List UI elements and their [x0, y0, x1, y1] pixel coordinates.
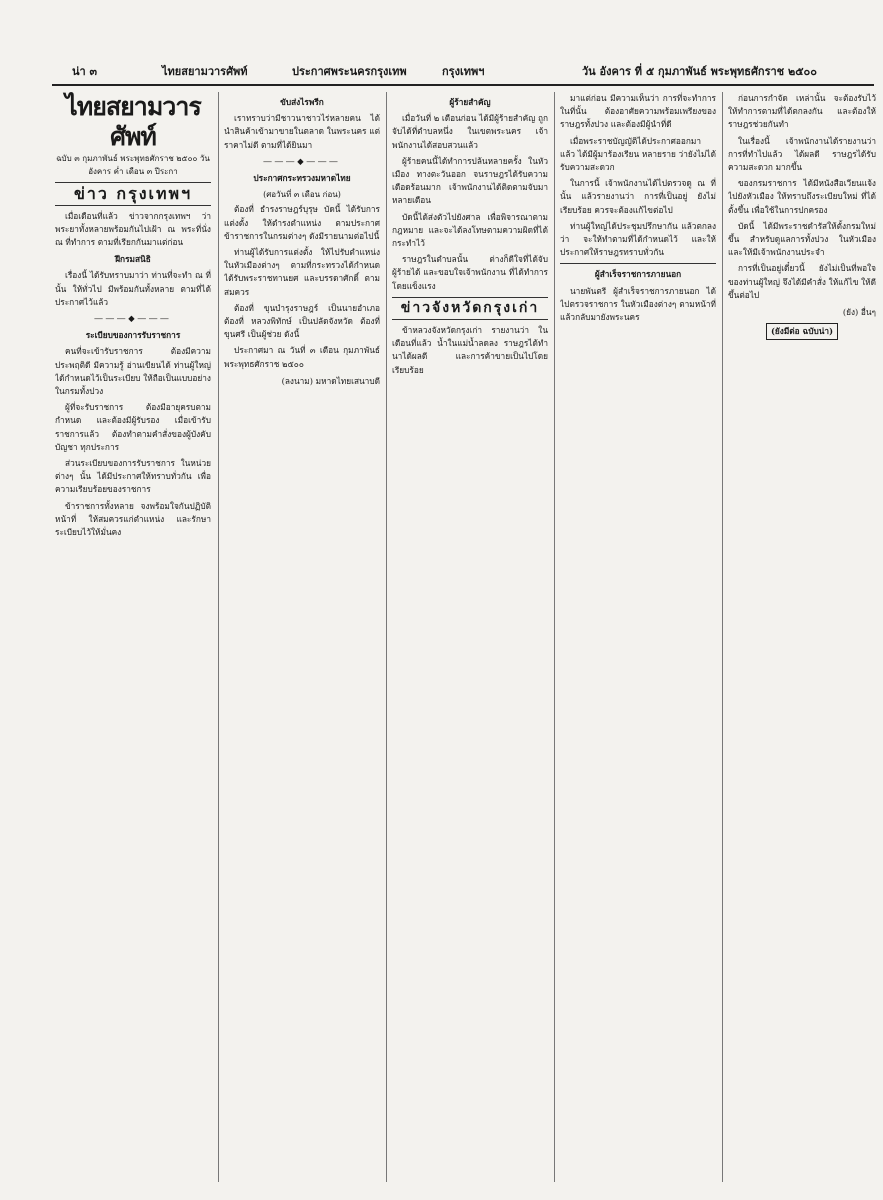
header-rule	[52, 84, 874, 86]
article-heading: ระเบียบของการรับราชการ	[85, 330, 181, 341]
column-5	[728, 92, 876, 1182]
paragraph: มาแต่ก่อน มีความเห็นว่า การที่จะทำการในที่นั้น ต้องอาศัยความพร้อมเพรียงของราษฎรทั้งปวง และต้องมีผู้นำที่ดี	[560, 93, 716, 130]
issue-date: วัน อังคาร ที่ ๕ กุมภาพันธ์ พระพุทธศักราช ๒๕๐๐	[582, 65, 817, 78]
paragraph: ราษฎรในตำบลนั้น ต่างก็ดีใจที่ได้จับผู้ร้ายได้ และขอบใจเจ้าพนักงาน ที่ได้ทำการโดยแข็งแรง	[392, 254, 548, 291]
paragraph: บัดนี้ ได้มีพระราชดำรัสให้ตั้งกรมใหม่ขึ้น สำหรับดูแลการทั้งปวง ในหัวเมือง และให้มีเจ้าพนักงานประจำ	[728, 220, 876, 258]
paragraph: ข้าราชการทั้งหลาย จงพร้อมใจกันปฏิบัติหน้าที่ ให้สมควรแก่ตำแหน่ง และรักษาระเบียบไว้ให้มั่นคง	[55, 500, 211, 538]
article-subheading: (ศอวันที่ ๓ เดือน ก่อน)	[263, 190, 341, 200]
paragraph: ข้าหลวงจังหวัดกรุงเก่า รายงานว่า ในเดือนที่แล้ว น้ำในแม่น้ำลดลง ราษฎรได้ทำนาได้ผลดี และการค้าขายเป็นไปโดยเรียบร้อย	[392, 325, 548, 375]
paragraph: การที่เป็นอยู่เดี๋ยวนี้ ยังไม่เป็นที่พอใจ ของท่านผู้ใหญ่ จึงได้มีคำสั่ง ให้แก้ไข ให้ดีขึ้นต่อไป	[728, 263, 876, 300]
paragraph: ท่านผู้ใหญ่ได้ประชุมปรึกษากัน แล้วตกลงว่า จะให้ทำตามที่ได้กำหนดไว้ และให้ประกาศให้ราษฎรทราบทั่วกัน	[560, 220, 716, 258]
signature: (ลงนาม) มหาดไทยเสนาบดี	[281, 375, 380, 386]
city: กรุงเทพฯ	[442, 65, 485, 78]
paragraph: เมื่อเดือนที่แล้ว ข่าวจากกรุงเทพฯ ว่า พระยาทั้งหลายพร้อมกันไปเฝ้า ณ พระที่นั่ง ณ ที่ทำการ ตามที่เรียกกันมาแต่ก่อน	[55, 210, 211, 248]
paragraph: ในเรื่องนี้ เจ้าพนักงานได้รายงานว่า การที่ทำไปแล้ว ได้ผลดี ราษฎรได้รับความสะดวก มากขึ้น	[728, 135, 876, 173]
paragraph: ท่านผู้ได้รับการแต่งตั้ง ให้ไปรับตำแหน่ง ในหัวเมืองต่างๆ ตามที่กระทรวงได้กำหนด ได้รับพระราชทานยศ และบรรดาศักดิ์ ตามสมควร	[224, 247, 380, 297]
paragraph: เราทราบว่ามีชาวนาชาวไร่หลายคน ได้นำสินค้าเข้ามาขายในตลาด ในพระนคร แต่ราคาไม่ดี ตามที่ได้ยินมา	[224, 113, 380, 150]
paragraph: เรื่องนี้ ได้รับทราบมาว่า ท่านที่จะทำ ณ ที่นั้น ให้ทั่วไป มีพร้อมกันทั้งหลาย ตามที่ได้ประกาศไว้แล้ว	[55, 270, 211, 307]
paragraph: ส่วนระเบียบของการรับราชการ ในหน่วยต่างๆ นั้น ได้มีประกาศให้ทราบทั่วกัน เพื่อความเรียบร้อยของราชการ	[55, 458, 211, 495]
paragraph: นายพันตรี ผู้สำเร็จราชการภายนอก ได้ไปตรวจราชการ ในหัวเมืองต่างๆ ตามหน้าที่ แล้วกลับมายังพระนคร	[560, 285, 716, 323]
paragraph: เมื่อพระราชบัญญัติได้ประกาศออกมาแล้ว ได้มีผู้มาร้องเรียน หลายราย ว่ายังไม่ได้รับความสะดวก	[560, 135, 716, 173]
page-header	[52, 62, 872, 80]
issue-info: ฉบับ ๓ กุมภาพันธ์ พระพุทธศักราช ๒๕๐๐ วัน อังคาร ค่ำ เดือน ๓ ปีระกา	[56, 154, 210, 177]
column-2: ขับส่งไรพรีก เราทราบว่ามีชาวนาชาวไร่หลายคน ได้นำสินค้าเข้ามาขายในตลาด ในพระนคร แต่ราคาไม่ดี ตามที่ได้ยินมา ―――◆――― ประกาศกระทรวงมหาดไทย (ศอวันที่ ๓ เดือน ก่อน) ต้องที่ ธำรงราษฎร์บุรุษ บัดนี้ ได้รับการแต่งตั้ง ให้ดำรงตำแหน่ง ตามประกาศ ข้าราชการในกรมต่างๆ ดังมีรายนามต่อไปนี้ ท่านผู้ได้รับการแต่งตั้ง ให้ไปรับตำแหน่ง ในหัวเมืองต่างๆ ตามที่กระทรวงได้กำหนด ได้รับพระราชทานยศ และบรรดาศักดิ์ ตามสมควร ต้องที่ ขุนบำรุงราษฎร์ เป็นนายอำเภอ ต้องที่ หลวงพิทักษ์ เป็นปลัดจังหวัด ต้องที่ ขุนศรี เป็นผู้ช่วย ดังนี้ ประกาศมา ณ วันที่ ๓ เดือน กุมภาพันธ์ พระพุทธศักราช ๒๕๐๐ (ลงนาม) มหาดไทยเสนาบดี	[224, 92, 380, 1182]
column-4	[560, 92, 716, 1182]
column-divider	[218, 92, 219, 1182]
column-divider	[554, 92, 555, 1182]
paragraph: ก่อนการกำจัด เหล่านั้น จะต้องรับไว้ ให้ทำการตามที่ได้ตกลงกัน และต้องให้ราษฎรช่วยกันทำ	[728, 93, 876, 130]
paragraph: คนที่จะเข้ารับราชการ ต้องมีความประพฤติดี มีความรู้ อ่านเขียนได้ ท่านผู้ใหญ่ได้กำหนดไว้เป็นระเบียบ ให้ถือเป็นแบบอย่าง ในกรมทั้งปวง	[55, 346, 211, 397]
column-divider	[386, 92, 387, 1182]
paragraph: ประกาศมา ณ วันที่ ๓ เดือน กุมภาพันธ์ พระพุทธศักราช ๒๕๐๐	[224, 345, 380, 369]
column-divider	[722, 92, 723, 1182]
article-heading: ประกาศกระทรวงมหาดไทย	[253, 173, 351, 184]
article-heading: ฝีกรมสนิธิ	[115, 254, 151, 265]
publisher: ประกาศพระนครกรุงเทพ	[292, 65, 407, 78]
news-section-title: ข่าว กรุงเทพฯ	[73, 184, 193, 204]
article-heading: ผู้สำเร็จราชการภายนอก	[594, 269, 682, 280]
paragraph: ต้องที่ ขุนบำรุงราษฎร์ เป็นนายอำเภอ ต้องที่ หลวงพิทักษ์ เป็นปลัดจังหวัด ต้องที่ ขุนศรี เป็นผู้ช่วย ดังนี้	[224, 302, 380, 340]
paragraph: ผู้ที่จะรับราชการ ต้องมีอายุครบตามกำหนด และต้องมีผู้รับรอง เมื่อเข้ารับราชการแล้ว ต้องทำตามคำสั่งของผู้บังคับบัญชา ทุกประการ	[55, 402, 211, 452]
paragraph: ในการนี้ เจ้าพนักงานได้ไปตรวจดู ณ ที่นั้น แล้วรายงานว่า การที่เป็นอยู่ ยังไม่เรียบร้อย ควรจะต้องแก้ไขต่อไป	[560, 178, 716, 215]
paragraph: เมื่อวันที่ ๒ เดือนก่อน ได้มีผู้ร้ายสำคัญ ถูกจับได้ที่ตำบลหนึ่ง ในเขตพระนคร เจ้าพนักงานได้สอบสวนแล้ว	[392, 113, 548, 150]
article-heading: ผู้ร้ายสำคัญ	[449, 97, 491, 107]
paragraph: ของกรมราชการ ได้มีหนังสือเวียนแจ้งไปยังหัวเมือง ให้ทราบถึงระเบียบใหม่ ที่ได้ตั้งขึ้น เพื่อใช้ในการปกครอง	[728, 178, 876, 215]
continued-note: (ยังมีต่อ ฉบับน่า)	[766, 323, 838, 340]
paper-name: ไทยสยามวารศัพท์	[162, 65, 248, 78]
page-number: น่า ๓	[72, 65, 98, 78]
paragraph: บัดนี้ได้ส่งตัวไปยังศาล เพื่อพิจารณาตามกฎหมาย และจะได้ลงโทษตามความผิดที่ได้กระทำไว้	[392, 211, 548, 249]
paragraph: ผู้ร้ายคนนี้ได้ทำการปล้นหลายครั้ง ในหัวเมือง ทางตะวันออก จนราษฎรได้รับความเดือดร้อนมาก เจ้าพนักงานได้ติดตามจับมาหลายเดือน	[392, 155, 548, 206]
masthead: ไทยสยามวารศัพท์	[65, 92, 201, 151]
news-section-title: ข่าวจังหวัดกรุงเก่า	[400, 299, 540, 316]
column-3	[392, 92, 548, 1182]
column-1: ไทยสยามวารศัพท์ ฉบับ ๓ กุมภาพันธ์ พระพุทธศักราช ๒๕๐๐ วัน อังคาร ค่ำ เดือน ๓ ปีระกา ข่าว กรุงเทพฯ เมื่อเดือนที่แล้ว ข่าวจากกรุงเทพฯ ว่า พระยาทั้งหลายพร้อมกันไปเฝ้า ณ พระที่นั่ง ณ ที่ทำการ ตามที่เรียกกันมาแต่ก่อน ฝีกรมสนิธิ เรื่องนี้ ได้รับทราบมาว่า ท่านที่จะทำ ณ ที่นั้น ให้ทั่วไป มีพร้อมกันทั้งหลาย ตามที่ได้ประกาศไว้แล้ว ―――◆――― ระเบียบของการรับราชการ คนที่จะเข้ารับราชการ ต้องมีความประพฤติดี มีความรู้ อ่านเขียนได้ ท่านผู้ใหญ่ได้กำหนดไว้เป็นระเบียบ ให้ถือเป็นแบบอย่าง ในกรมทั้งปวง ผู้ที่จะรับราชการ ต้องมีอายุครบตามกำหนด และต้องมีผู้รับรอง เมื่อเข้ารับราชการแล้ว ต้องทำตามคำสั่งของผู้บังคับบัญชา ทุกประการ ส่วนระเบียบของการรับราชการ ในหน่วยต่างๆ นั้น ได้มีประกาศให้ทราบทั่วกัน เพื่อความเรียบร้อยของราชการ ข้าราชการทั้งหลาย จงพร้อมใจกันปฏิบัติหน้าที่ ให้สมควรแก่ตำแหน่ง และรักษาระเบียบไว้ให้มั่นคง	[55, 92, 211, 1182]
article-heading: ขับส่งไรพรีก	[280, 97, 324, 107]
signature: (ยัง) อื่นๆ	[842, 307, 876, 318]
paragraph: ต้องที่ ธำรงราษฎร์บุรุษ บัดนี้ ได้รับการแต่งตั้ง ให้ดำรงตำแหน่ง ตามประกาศ ข้าราชการในกรมต่างๆ ดังมีรายนามต่อไปนี้	[224, 204, 380, 241]
